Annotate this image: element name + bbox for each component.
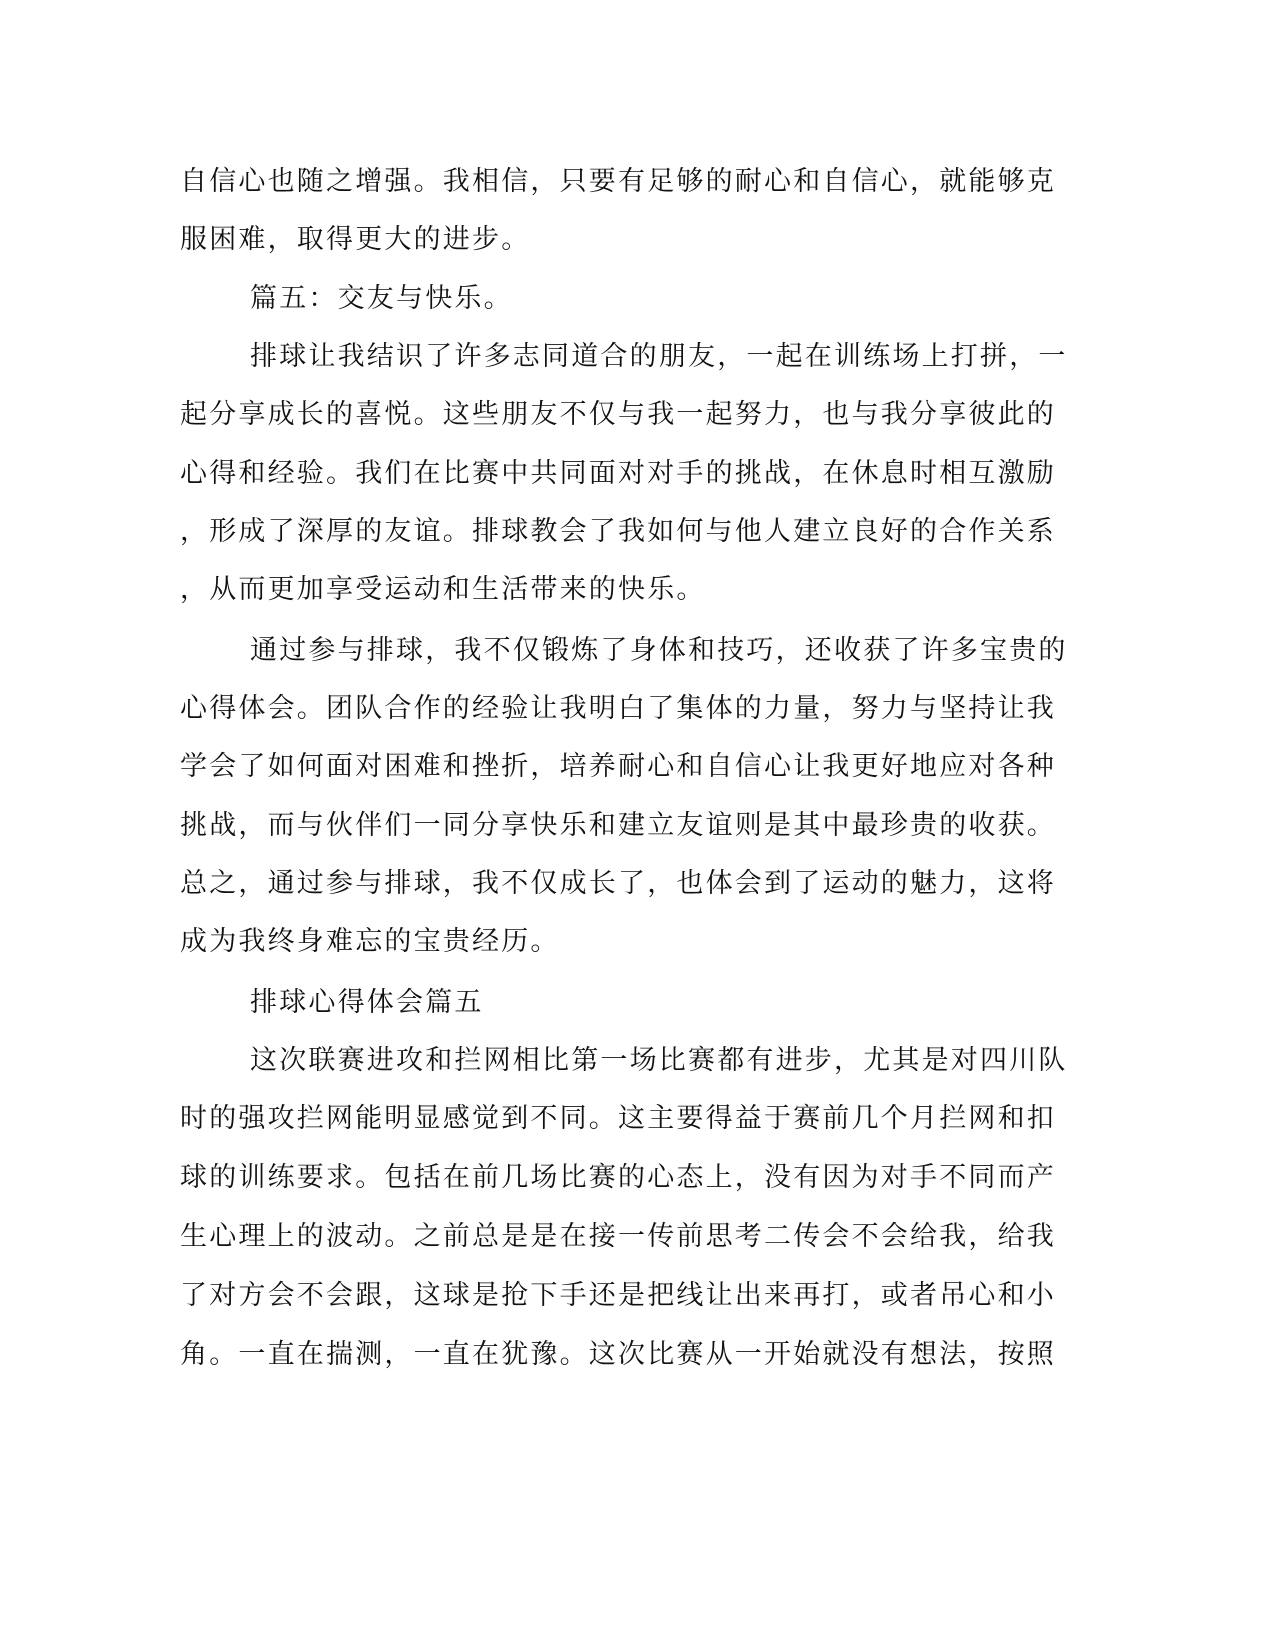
section-heading: 排球心得体会篇五: [250, 987, 484, 1018]
text-line: 服困难，取得更大的进步。: [180, 224, 531, 255]
text-line: 心得和经验。我们在比赛中共同面对对手的挑战，在休息时相互激励: [180, 458, 1056, 489]
text-line: 角。一直在揣测，一直在犹豫。这次比赛从一开始就没有想法，按照: [180, 1339, 1056, 1370]
text-line: 成为我终身难忘的宝贵经历。: [180, 926, 560, 957]
text-line: ，形成了深厚的友谊。排球教会了我如何与他人建立良好的合作关系: [180, 516, 1056, 547]
text-line: 自信心也随之增强。我相信，只要有足够的耐心和自信心，就能够克: [180, 166, 1056, 197]
paragraph-start: 通过参与排球，我不仅锻炼了身体和技巧，还收获了许多宝贵的: [250, 635, 1068, 666]
text-line: 心得体会。团队合作的经验让我明白了集体的力量，努力与坚持让我: [180, 693, 1056, 724]
paragraph-start: 这次联赛进攻和拦网相比第一场比赛都有进步，尤其是对四川队: [250, 1045, 1068, 1076]
paragraph-start: 排球让我结识了许多志同道合的朋友，一起在训练场上打拼，一: [250, 341, 1068, 372]
text-line: 挑战，而与伙伴们一同分享快乐和建立友谊则是其中最珍贵的收获。: [180, 810, 1056, 841]
text-line: ，从而更加享受运动和生活带来的快乐。: [180, 574, 706, 605]
text-line: 球的训练要求。包括在前几场比赛的心态上，没有因为对手不同而产: [180, 1162, 1056, 1193]
text-line: 时的强攻拦网能明显感觉到不同。这主要得益于赛前几个月拦网和扣: [180, 1103, 1056, 1134]
section-heading: 篇五：交友与快乐。: [250, 283, 513, 314]
text-line: 起分享成长的喜悦。这些朋友不仅与我一起努力，也与我分享彼此的: [180, 399, 1056, 430]
text-line: 总之，通过参与排球，我不仅成长了，也体会到了运动的魅力，这将: [180, 868, 1056, 899]
text-line: 学会了如何面对困难和挫折，培养耐心和自信心让我更好地应对各种: [180, 751, 1056, 782]
text-line: 生心理上的波动。之前总是是在接一传前思考二传会不会给我，给我: [180, 1221, 1056, 1252]
text-line: 了对方会不会跟，这球是抢下手还是把线让出来再打，或者吊心和小: [180, 1280, 1056, 1311]
